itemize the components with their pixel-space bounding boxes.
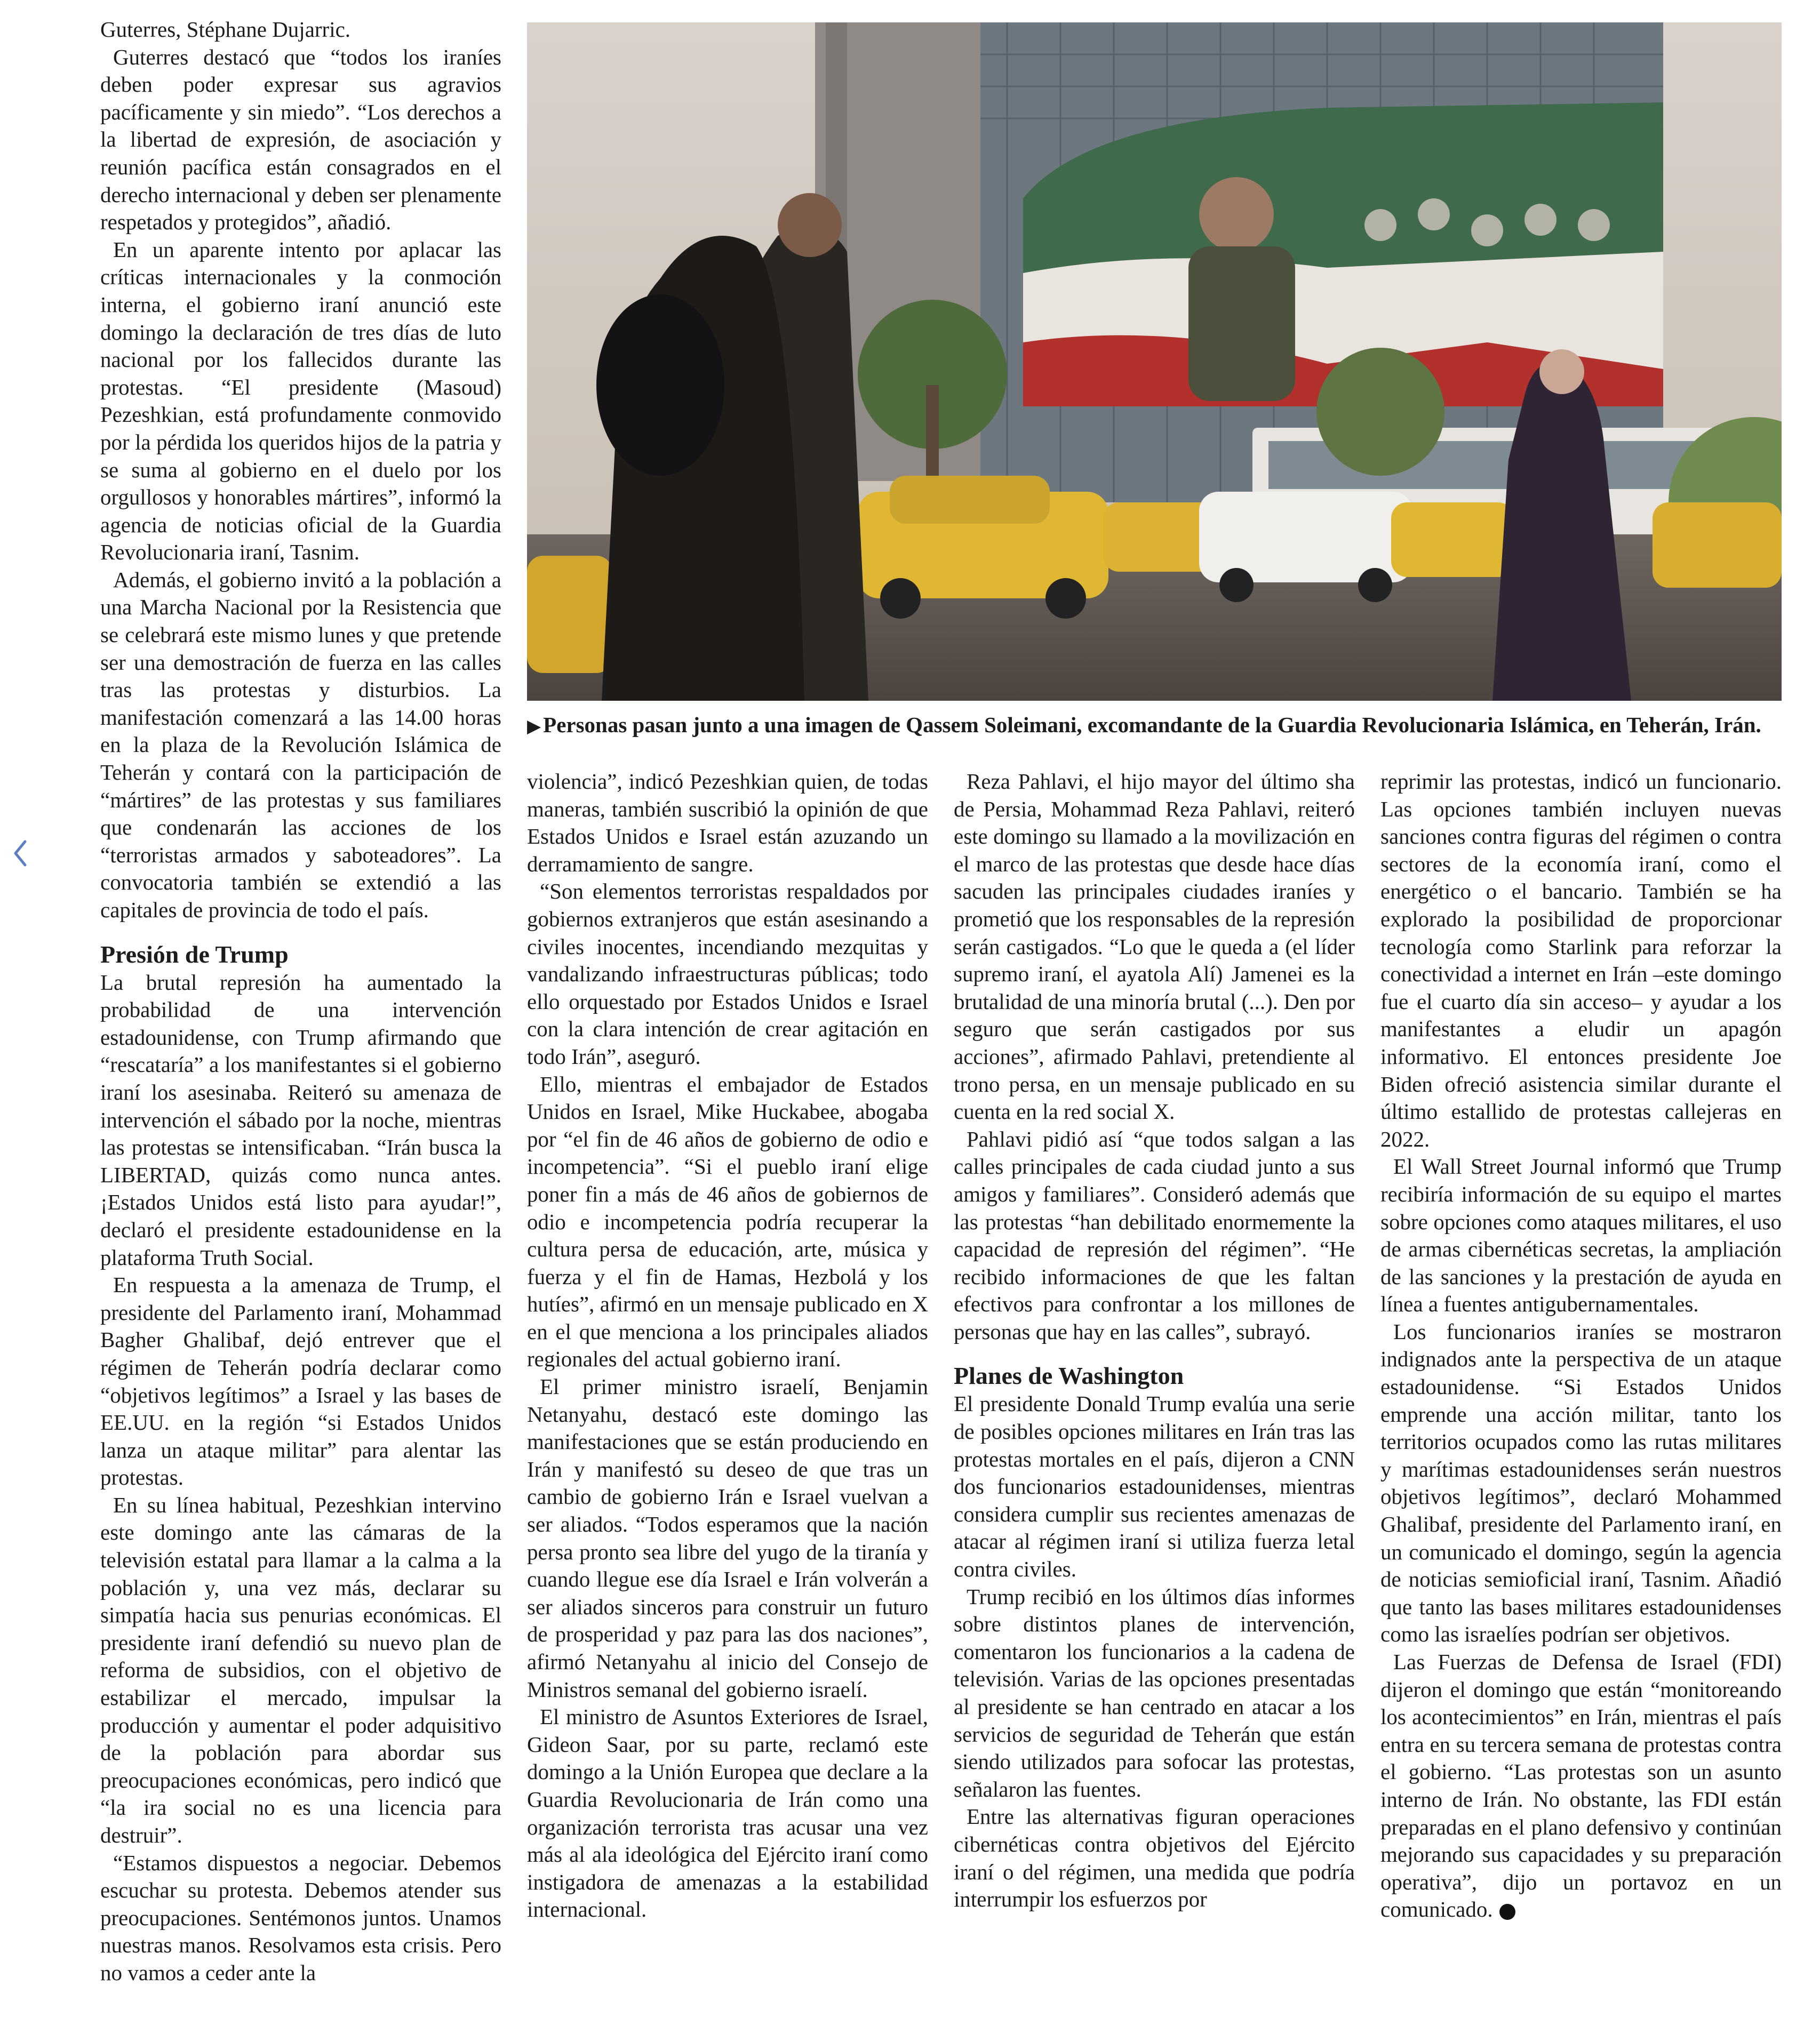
article-column-1 [100, 16, 501, 1987]
paragraph: Además, el gobierno invitó a la población a una Marcha Nacional por la Resistencia que se celebrará este mismo lunes y que pretende ser una demostración de fuerza en las calles tras las protestas y disturbios. La manifestación comenzará a las 14.00 horas en la plaza de la Revolución Islámica de Teherán y contará con la participación de “mártires” de las protestas y sus familiares que condenarán las acciones de los “terroristas armados y saboteadores”. La convocatoria también se extendió a las capitales de provincia de todo el país. [100, 567, 501, 922]
paragraph: Entre las alternativas figuran operaciones cibernéticas contra objetivos del Ejército iraní o del régimen, una medida que podría interrumpir los esfuerzos por [954, 1804, 1355, 1912]
paragraph: violencia”, indicó Pezeshkian quien, de todas maneras, también suscribió la opinión de que Estados Unidos e Israel están azuzando un derramamiento de sangre. [527, 769, 928, 876]
section-heading: Presión de Trump [100, 940, 289, 968]
caption-text: Personas pasan junto a una imagen de Qassem Soleimani, excomandante de la Guardia Revolucionaria Islámica, en Teherán, Irán. [543, 712, 1761, 737]
paragraph: Ello, mientras el embajador de Estados Unidos en Israel, Mike Huckabee, abogaba por “el fin de 46 años de gobierno de odio e incompetencia”. “Si el pueblo iraní elige poner fin a más de 46 años de gobiernos de odio e incompetencia podría recuperar la cultura persa de educación, arte, música y fuerza y el fin de Hamas, Hezbolá y los hutíes”, afirmó en un mensaje publicado en X en el que menciona a los principales aliados regionales del actual gobierno iraní. [527, 1071, 928, 1372]
paragraph: El Wall Street Journal informó que Trump recibiría información de su equipo el martes sobre opciones como ataques militares, el uso de armas cibernéticas secretas, la ampliación de las sanciones y la prestación de ayuda en línea a fuentes antigubernamentales. [1380, 1154, 1782, 1317]
article-column-4 [1380, 768, 1782, 1924]
paragraph: Guterres, Stéphane Dujarric. [100, 17, 351, 42]
article-column-2 [527, 768, 928, 1924]
paragraph: “Estamos dispuestos a negociar. Debemos escuchar su protesta. Debemos atender sus preocupaciones. Sentémonos juntos. Unamos nuestras manos. Resolvamos esta crisis. Pero no vamos a ceder ante la [100, 1850, 501, 1985]
paragraph: El presidente Donald Trump evalúa una serie de posibles opciones militares en Irán tras las protestas mortales en el país, dijeron a CNN dos funcionarios estadounidenses, mientras considera cumplir sus recientes amenazas de atacar al régimen iraní si utiliza fuerza letal contra civiles. [954, 1391, 1355, 1582]
paragraph: En respuesta a la amenaza de Trump, el presidente del Parlamento iraní, Mohammad Bagher Ghalibaf, dejó entrever que el régimen de Teherán podría declarar como “objetivos legítimos” a Israel y las bases de EE.UU. en la región “si Estados Unidos lanza un ataque militar” para alentar las protestas. [100, 1272, 501, 1490]
tehran-street-mural-photo [527, 22, 1782, 701]
paragraph: La brutal represión ha aumentado la probabilidad de una intervención estadounidense, con Trump afirmando que “rescataría” a los manifestantes si el gobierno iraní los asesinaba. Reiteró su amenaza de intervención el sábado por la noche, mientras las protestas se intensificaban. “Irán busca la LIBERTAD, quizás como nunca antes. ¡Estados Unidos está listo para ayudar!”, declaró el presidente estadounidense en la plataforma Truth Social. [100, 970, 501, 1270]
end-of-article-icon [1499, 1904, 1515, 1920]
paragraph: Trump recibió en los últimos días informes sobre distintos planes de intervención, comentaron los funcionarios a la cadena de televisión. Varias de las opciones presentadas al presidente se han centrado en atacar a los servicios de seguridad de Teherán que están siendo utilizados para sofocar las protestas, señalaron las fuentes. [954, 1584, 1355, 1801]
paragraph: El ministro de Asuntos Exteriores de Israel, Gideon Saar, por su parte, reclamó este domingo a la Unión Europea que declare a la Guardia Revolucionaria de Irán como una organización terrorista tras acusar una vez más al ala ideológica del Ejército iraní como instigadora de amenazas a la estabilidad internacional. [527, 1704, 928, 1922]
chevron-left-icon[interactable] [12, 838, 28, 868]
paragraph: El primer ministro israelí, Benjamin Netanyahu, destacó este domingo las manifestaciones que se están produciendo en Irán y manifestó su deseo de que tras un cambio de gobierno Irán e Israel vuelvan a ser aliados. “Todos esperamos que la nación persa pronto sea libre del yugo de la tiranía y cuando llegue ese día Israel e Irán volverán a ser aliados sinceros para construir un futuro de prosperidad y paz para las dos naciones”, afirmó Netanyahu al inicio del Consejo de Ministros semanal del gobierno israelí. [527, 1374, 928, 1702]
news-photo [527, 22, 1782, 701]
paragraph: Guterres destacó que “todos los iraníes deben poder expresar sus agravios pacíficamente y sin miedo”. “Los derechos a la libertad de expresión, de asociación y reunión pacífica están consagrados en el derecho internacional y deben ser plenamente respetados y protegidos”, añadió. [100, 44, 501, 235]
paragraph: “Son elementos terroristas respaldados por gobiernos extranjeros que están asesinando a civiles inocentes, incendiando mezquitas y vandalizando infraestructuras públicas; todo ello orquestado por Estados Unidos e Israel con la clara intención de crear agitación en todo Irán”, aseguró. [527, 879, 928, 1069]
paragraph-text: Las Fuerzas de Defensa de Israel (FDI) dijeron el domingo que están “monitoreando los acontecimientos” en Irán, mientras el país entra en su tercera semana de protestas contra el gobierno. “Las protestas son un asunto interno de Irán. No obstante, las FDI están preparadas en el plano defensivo y continúan mejorando sus capacidades y su preparación operativa”, dijo un portavoz en un comunicado. [1380, 1649, 1782, 1922]
caption-marker-icon: ▶ [527, 717, 541, 736]
paragraph: Los funcionarios iraníes se mostraron indignados ante la perspectiva de un ataque estadounidense. “Si Estados Unidos emprende una acción militar, tanto los territorios ocupados como las rutas militares y marítimas estadounidenses serán nuestros objetivos legítimos”, declaró Mohammed Ghalibaf, presidente del Parlamento iraní, en un comunicado el domingo, según la agencia de noticias semioficial iraní, Tasnim. Añadió que tanto las bases militares estadounidenses como las israelíes podrían ser objetivos. [1380, 1319, 1782, 1647]
paragraph: En un aparente intento por aplacar las críticas internacionales y la conmoción interna, el gobierno iraní anunció este domingo la declaración de tres días de luto nacional por los fallecidos durante las protestas. “El presidente (Masoud) Pezeshkian, está profundamente conmovido por la pérdida los queridos hijos de la patria y se suma al gobierno en el duelo por los orgullosos y honorables mártires”, informó la agencia de noticias oficial de la Guardia Revolucionaria iraní, Tasnim. [100, 237, 501, 565]
section-heading: Planes de Washington [954, 1362, 1184, 1390]
paragraph: Reza Pahlavi, el hijo mayor del último sha de Persia, Mohammad Reza Pahlavi, reiteró este domingo su llamado a la movilización en el marco de las protestas que desde hace días sacuden las principales ciudades iraníes y prometió que los responsables de la represión serán castigados. “Lo que le queda a (el líder supremo iraní, el ayatola Alí) Jamenei es la brutalidad de una minoría brutal (...). Den por seguro que serán castigados por sus acciones”, afirmado Pahlavi, pretendiente al trono persa, en un mensaje publicado en su cuenta en la red social X. [954, 769, 1355, 1124]
paragraph [1380, 1648, 1782, 1924]
paragraph: En su línea habitual, Pezeshkian intervino este domingo ante las cámaras de la televisión estatal para llamar a la calma a la población y, una vez más, declarar su simpatía hacia sus penurias económicas. El presidente iraní defendió su nuevo plan de reforma de subsidios, con el objetivo de estabilizar el mercado, impulsar la producción y aumentar el poder adquisitivo de la población para abordar sus preocupaciones económicas, pero indicó que “la ira social no es una licencia para destruir”. [100, 1492, 501, 1847]
paragraph: Pahlavi pidió así “que todos salgan a las calles principales de cada ciudad junto a sus amigos y familiares”. Consideró además que las protestas “han debilitado enormemente la capacidad de represión del régimen”. “He recibido informaciones de que les faltan efectivos para confrontar a los millones de personas que hay en las calles”, subrayó. [954, 1126, 1355, 1344]
back-navigation-button[interactable] [4, 835, 36, 872]
photo-caption [527, 711, 1786, 741]
article-column-3 [954, 768, 1355, 1913]
paragraph: reprimir las protestas, indicó un funcionario. Las opciones también incluyen nuevas sanciones contra figuras del régimen o contra sectores de la economía iraní, como el energético o el bancario. También se ha explorado la posibilidad de proporcionar tecnología como Starlink para reforzar la conectividad a internet en Irán –este domingo fue el cuarto día sin acceso– y ayudar a los manifestantes a eludir un apagón informativo. El entonces presidente Joe Biden ofreció asistencia similar durante el último estallido de protestas callejeras en 2022. [1380, 769, 1782, 1151]
